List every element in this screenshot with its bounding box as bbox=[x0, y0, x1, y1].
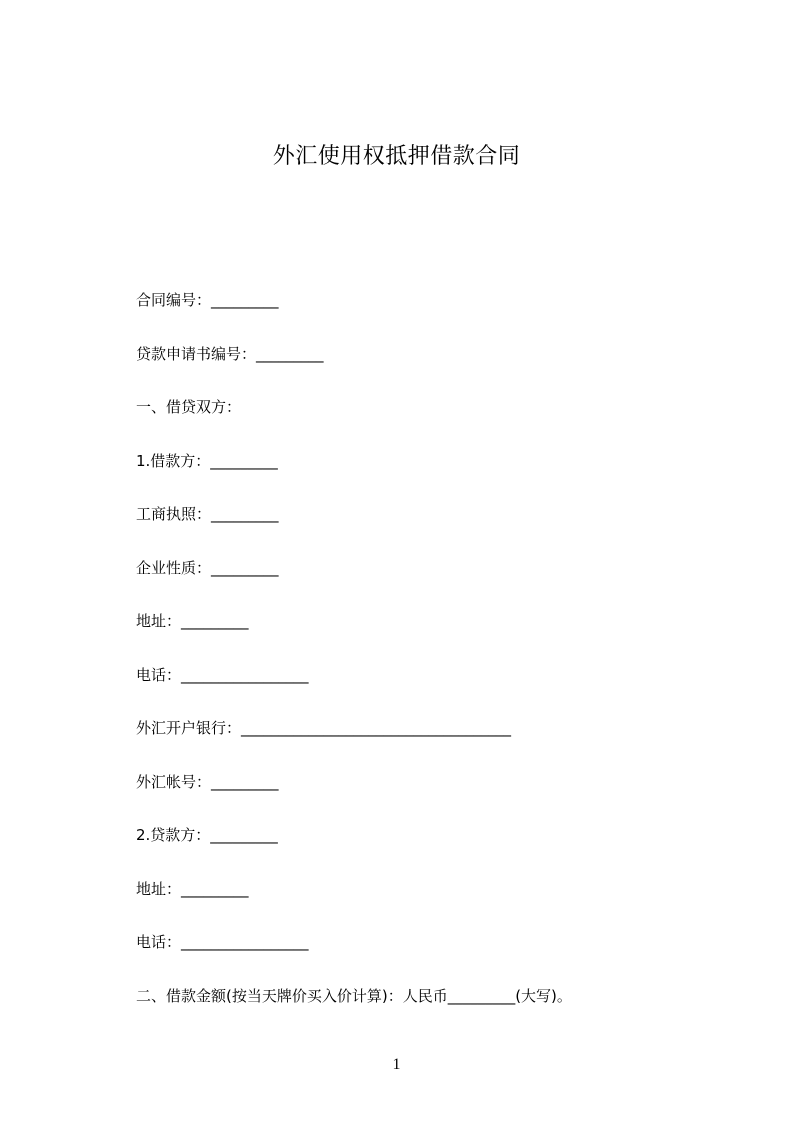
loan-application-number-line: 贷款申请书编号：_________ bbox=[136, 344, 324, 363]
lender-address-line: 地址：_________ bbox=[136, 879, 249, 898]
fx-bank-line: 外汇开户银行：____________________________________ bbox=[136, 719, 512, 737]
lender-phone-line: 电话：_________________ bbox=[136, 933, 309, 951]
borrower-phone-line: 电话：_________________ bbox=[136, 665, 309, 684]
enterprise-type-line: 企业性质：_________ bbox=[136, 558, 279, 577]
lender-line: 2.贷款方：_________ bbox=[136, 826, 278, 844]
business-license-line: 工商执照：_________ bbox=[136, 505, 279, 523]
contract-lines bbox=[136, 288, 736, 1037]
document-title: 外汇使用权抵押借款合同 bbox=[272, 144, 521, 169]
loan-amount-line: 二、借款金额(按当天牌价买入价计算)：人民币_________(大写)。 bbox=[136, 986, 572, 1005]
fx-account-line: 外汇帐号：_________ bbox=[136, 772, 279, 791]
borrower-address-line: 地址：_________ bbox=[136, 612, 249, 630]
contract-number-line: 合同编号：_________ bbox=[136, 291, 279, 309]
page-number: 1 bbox=[392, 1056, 401, 1073]
section-parties-heading: 一、借贷双方： bbox=[136, 398, 242, 416]
borrower-line: 1.借款方：_________ bbox=[136, 451, 278, 470]
